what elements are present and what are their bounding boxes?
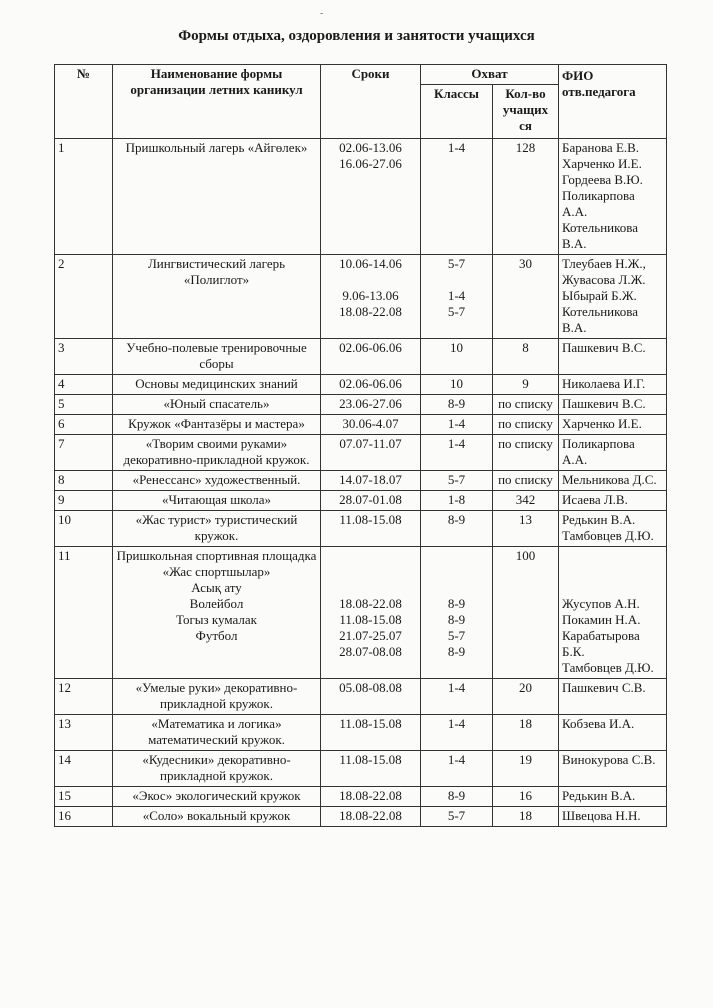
table-row [55, 807, 667, 827]
cell-classes-line: 8-9 [447, 788, 466, 803]
activities-table [54, 64, 667, 827]
cell-count [493, 339, 559, 375]
cell-name-line: «Юный спасатель» [163, 396, 270, 411]
cell-count [493, 435, 559, 471]
cell-name [113, 471, 321, 491]
cell-dates-line: 02.06-13.06 [339, 140, 402, 155]
cell-dates [321, 715, 421, 751]
cell-classes-line: 1-8 [447, 492, 466, 507]
cell-dates [321, 547, 421, 679]
cell-name-line: «Жас турист» туристический кружок. [135, 512, 298, 543]
cell-teacher [559, 807, 667, 827]
cell-teacher-line: Покамин Н.А. [562, 612, 641, 627]
cell-count [493, 139, 559, 255]
cell-classes-line: 1-4 [447, 140, 466, 155]
cell-teacher-line: Николаева И.Г. [562, 376, 646, 391]
cell-teacher-line: Редькин В.А. [562, 788, 636, 803]
cell-num: 16 [55, 807, 113, 827]
cell-teacher-line: Поликарпова А.А. [562, 436, 635, 467]
cell-classes [421, 339, 493, 375]
cell-teacher-line: Харченко И.Е. [562, 156, 642, 171]
cell-name-line: «Кудесники» декоративно-прикладной кружок. [142, 752, 291, 783]
header-count: Кол-во учащих ся [493, 85, 559, 139]
cell-teacher-line [562, 564, 663, 580]
cell-classes-line [424, 580, 489, 596]
cell-name-line: Пришкольная спортивная площадка «Жас спортшылар» [116, 548, 317, 579]
cell-num: 10 [55, 511, 113, 547]
cell-count-line: 30 [519, 256, 532, 271]
cell-classes [421, 415, 493, 435]
cell-name-line: «Математика и логика» математический кружок. [148, 716, 285, 747]
table-body [55, 139, 667, 827]
cell-num: 6 [55, 415, 113, 435]
cell-teacher-line: Винокурова С.В. [562, 752, 656, 767]
cell-dates-line: 11.08-15.08 [339, 752, 402, 767]
cell-teacher [559, 255, 667, 339]
cell-dates-line: 30.06-4.07 [342, 416, 399, 431]
cell-dates-line: 02.06-06.06 [339, 376, 402, 391]
cell-classes [421, 511, 493, 547]
cell-count [493, 751, 559, 787]
cell-name-line: «Творим своими руками» декоративно-прикладной кружок. [123, 436, 310, 467]
cell-teacher-line [562, 580, 663, 596]
cell-count-line: 128 [515, 140, 536, 155]
header-coverage: Охват [421, 65, 559, 85]
cell-teacher-line: Котельникова В.А. [562, 304, 639, 335]
cell-name-line: Пришкольный лагерь «Айгөлек» [125, 140, 308, 155]
cell-teacher-line: Жувасова Л.Ж. [562, 272, 646, 287]
cell-dates-line: 9.06-13.06 [342, 288, 399, 303]
cell-count-line: по списку [498, 436, 553, 451]
cell-num: 5 [55, 395, 113, 415]
cell-count-line: 8 [522, 340, 529, 355]
cell-classes-line: 1-4 [447, 416, 466, 431]
cell-teacher-line: Тамбовцев Д.Ю. [562, 528, 654, 543]
table-row [55, 375, 667, 395]
cell-dates-line: 28.07-08.08 [339, 644, 402, 659]
cell-teacher-line: Пашкевич С.В. [562, 680, 646, 695]
cell-num: 12 [55, 679, 113, 715]
cell-classes [421, 395, 493, 415]
table-row [55, 787, 667, 807]
cell-num: 14 [55, 751, 113, 787]
table-row [55, 471, 667, 491]
cell-teacher-line: Харченко И.Е. [562, 416, 642, 431]
cell-teacher-line: Поликарпова А.А. [562, 188, 635, 219]
cell-count [493, 715, 559, 751]
cell-name-line: Лингвистический лагерь «Полиглот» [147, 256, 286, 287]
cell-teacher-line: Ыбырай Б.Ж. [562, 288, 637, 303]
cell-classes [421, 547, 493, 679]
cell-count-line: по списку [498, 472, 553, 487]
cell-classes [421, 715, 493, 751]
cell-name-line: «Читающая школа» [162, 492, 271, 507]
cell-count-line: по списку [498, 416, 553, 431]
cell-classes [421, 435, 493, 471]
cell-count-line: 13 [519, 512, 532, 527]
cell-dates [321, 471, 421, 491]
cell-dates-line [324, 548, 417, 564]
cell-classes-line [424, 564, 489, 580]
cell-classes [421, 375, 493, 395]
header-num: № [55, 65, 113, 139]
cell-num: 1 [55, 139, 113, 255]
table-row [55, 511, 667, 547]
cell-classes [421, 139, 493, 255]
header-name: Наименование формы организации летних каникул [113, 65, 321, 139]
cell-teacher [559, 511, 667, 547]
cell-classes-line: 5-7 [447, 628, 466, 643]
cell-num: 9 [55, 491, 113, 511]
cell-classes-line [424, 272, 489, 288]
cell-name-line: Асық ату [191, 580, 242, 595]
cell-name-line: Волейбол [189, 596, 244, 611]
table-row [55, 679, 667, 715]
page-title: Формы отдыха, оздоровления и занятости учащихся [178, 28, 535, 44]
cell-classes-line: 1-4 [447, 752, 466, 767]
cell-dates [321, 139, 421, 255]
cell-dates [321, 679, 421, 715]
cell-count [493, 415, 559, 435]
cell-teacher [559, 395, 667, 415]
cell-teacher [559, 679, 667, 715]
cell-dates-line: 18.08-22.08 [339, 596, 402, 611]
cell-teacher [559, 415, 667, 435]
cell-name [113, 375, 321, 395]
cell-dates-line: 16.06-27.06 [339, 156, 402, 171]
cell-teacher-line: Пашкевич В.С. [562, 396, 646, 411]
cell-name [113, 139, 321, 255]
cell-teacher [559, 787, 667, 807]
cell-dates-line: 05.08-08.08 [339, 680, 402, 695]
cell-teacher [559, 491, 667, 511]
cell-name [113, 395, 321, 415]
cell-name [113, 435, 321, 471]
cell-name [113, 511, 321, 547]
table-row [55, 339, 667, 375]
cell-teacher [559, 435, 667, 471]
header-dates: Сроки [321, 65, 421, 139]
cell-name [113, 255, 321, 339]
cell-classes-line: 8-9 [447, 612, 466, 627]
cell-name [113, 415, 321, 435]
cell-num: 15 [55, 787, 113, 807]
cell-teacher [559, 715, 667, 751]
cell-count-line: 342 [515, 492, 536, 507]
cell-dates [321, 395, 421, 415]
cell-dates-line [324, 564, 417, 580]
cell-name-line: Основы медицинских знаний [135, 376, 298, 391]
cell-name-line: Учебно-полевые тренировочные сборы [126, 340, 307, 371]
cell-name [113, 491, 321, 511]
cell-dates-line [324, 580, 417, 596]
cell-classes-line: 5-7 [447, 256, 466, 271]
cell-count-line: 19 [519, 752, 532, 767]
cell-dates-line: 28.07-01.08 [339, 492, 402, 507]
cell-name [113, 807, 321, 827]
cell-dates-line: 10.06-14.06 [339, 256, 402, 271]
cell-classes-line: 1-4 [447, 436, 466, 451]
cell-dates [321, 415, 421, 435]
cell-classes-line: 1-4 [447, 680, 466, 695]
cell-name-line: «Экос» экологический кружок [132, 788, 301, 803]
table-row [55, 547, 667, 679]
cell-teacher-line: Котельникова В.А. [562, 220, 639, 251]
cell-classes-line: 1-4 [447, 716, 466, 731]
table-row [55, 395, 667, 415]
cell-name [113, 787, 321, 807]
cell-dates-line: 11.08-15.08 [339, 716, 402, 731]
cell-name [113, 339, 321, 375]
cell-count-line: 16 [519, 788, 532, 803]
cell-num: 11 [55, 547, 113, 679]
cell-dates [321, 375, 421, 395]
cell-num: 7 [55, 435, 113, 471]
table-row [55, 751, 667, 787]
cell-num: 13 [55, 715, 113, 751]
cell-count [493, 395, 559, 415]
cell-classes-line: 8-9 [447, 596, 466, 611]
cell-name-line: Футбол [195, 628, 238, 643]
header-classes: Классы [421, 85, 493, 139]
cell-name [113, 679, 321, 715]
cell-dates [321, 435, 421, 471]
cell-teacher-line: Кобзева И.А. [562, 716, 635, 731]
cell-classes-line: 8-9 [447, 396, 466, 411]
cell-count [493, 807, 559, 827]
cell-name-line: «Ренессанс» художественный. [132, 472, 301, 487]
cell-dates [321, 751, 421, 787]
cell-teacher-line: Пашкевич В.С. [562, 340, 646, 355]
cell-teacher-line: Редькин В.А. [562, 512, 636, 527]
cell-classes [421, 491, 493, 511]
cell-classes-line: 8-9 [447, 512, 466, 527]
cell-classes [421, 679, 493, 715]
cell-dates [321, 255, 421, 339]
cell-teacher-line [562, 548, 663, 564]
cell-classes [421, 751, 493, 787]
cell-dates-line: 18.08-22.08 [339, 304, 402, 319]
cell-name [113, 547, 321, 679]
cell-teacher [559, 547, 667, 679]
cell-count [493, 679, 559, 715]
cell-dates [321, 511, 421, 547]
table-row [55, 435, 667, 471]
cell-teacher-line: Баранова Е.В. [562, 140, 640, 155]
cell-count [493, 375, 559, 395]
cell-classes [421, 807, 493, 827]
cell-count-line: 20 [519, 680, 532, 695]
cell-classes [421, 787, 493, 807]
cell-teacher-line: Тамбовцев Д.Ю. [562, 660, 654, 675]
cell-dates-line [324, 272, 417, 288]
cell-classes-line: 1-4 [447, 288, 466, 303]
cell-classes-line [424, 548, 489, 564]
cell-teacher [559, 471, 667, 491]
cell-name-line: Кружок «Фантазёры и мастера» [128, 416, 305, 431]
cell-teacher-line: Исаева Л.В. [562, 492, 628, 507]
cell-classes [421, 255, 493, 339]
cell-classes-line: 10 [450, 340, 463, 355]
cell-teacher-line: Карабатырова Б.К. [562, 628, 640, 659]
cell-num: 8 [55, 471, 113, 491]
header-teacher: ФИО отв.педагога [559, 65, 667, 139]
cell-teacher-line: Мельникова Д.С. [562, 472, 657, 487]
cell-teacher [559, 139, 667, 255]
cell-count-line: 100 [515, 548, 536, 563]
cell-count [493, 511, 559, 547]
cell-teacher-line: Жусупов А.Н. [562, 596, 640, 611]
cell-count-line: 18 [519, 808, 532, 823]
cell-count-line: 18 [519, 716, 532, 731]
cell-name-line: «Соло» вокальный кружок [142, 808, 291, 823]
cell-teacher [559, 751, 667, 787]
table-row [55, 139, 667, 255]
cell-dates-line: 11.08-15.08 [339, 612, 402, 627]
table-row [55, 715, 667, 751]
cell-count-line: 9 [522, 376, 529, 391]
table-row [55, 491, 667, 511]
cell-count [493, 471, 559, 491]
cell-dates-line: 18.08-22.08 [339, 788, 402, 803]
cell-name-line: Тогыз кумалак [176, 612, 257, 627]
cell-teacher [559, 339, 667, 375]
cell-classes-line: 8-9 [447, 644, 466, 659]
cell-name [113, 751, 321, 787]
table-row [55, 255, 667, 339]
cell-count-line: по списку [498, 396, 553, 411]
scan-mark: - [320, 8, 324, 19]
cell-dates-line: 21.07-25.07 [339, 628, 402, 643]
table-row [55, 415, 667, 435]
cell-teacher-line: Гордеева В.Ю. [562, 172, 643, 187]
cell-dates-line: 18.08-22.08 [339, 808, 402, 823]
cell-classes-line: 5-7 [447, 472, 466, 487]
cell-dates-line: 23.06-27.06 [339, 396, 402, 411]
cell-classes-line: 5-7 [447, 304, 466, 319]
cell-dates [321, 787, 421, 807]
cell-dates-line: 11.08-15.08 [339, 512, 402, 527]
cell-teacher-line: Швецова Н.Н. [562, 808, 641, 823]
header-row [55, 65, 667, 85]
cell-count [493, 255, 559, 339]
cell-count [493, 787, 559, 807]
cell-count [493, 491, 559, 511]
cell-name-line: «Умелые руки» декоративно-прикладной кружок. [135, 680, 298, 711]
cell-teacher-line: Тлеубаев Н.Ж., [562, 256, 646, 271]
cell-dates [321, 807, 421, 827]
cell-dates-line: 07.07-11.07 [339, 436, 402, 451]
cell-classes-line: 10 [450, 376, 463, 391]
cell-dates [321, 339, 421, 375]
cell-num: 3 [55, 339, 113, 375]
cell-num: 2 [55, 255, 113, 339]
cell-dates-line: 02.06-06.06 [339, 340, 402, 355]
cell-dates-line: 14.07-18.07 [339, 472, 402, 487]
cell-dates [321, 491, 421, 511]
cell-classes [421, 471, 493, 491]
cell-name [113, 715, 321, 751]
cell-count [493, 547, 559, 679]
cell-teacher [559, 375, 667, 395]
cell-num: 4 [55, 375, 113, 395]
cell-classes-line: 5-7 [447, 808, 466, 823]
